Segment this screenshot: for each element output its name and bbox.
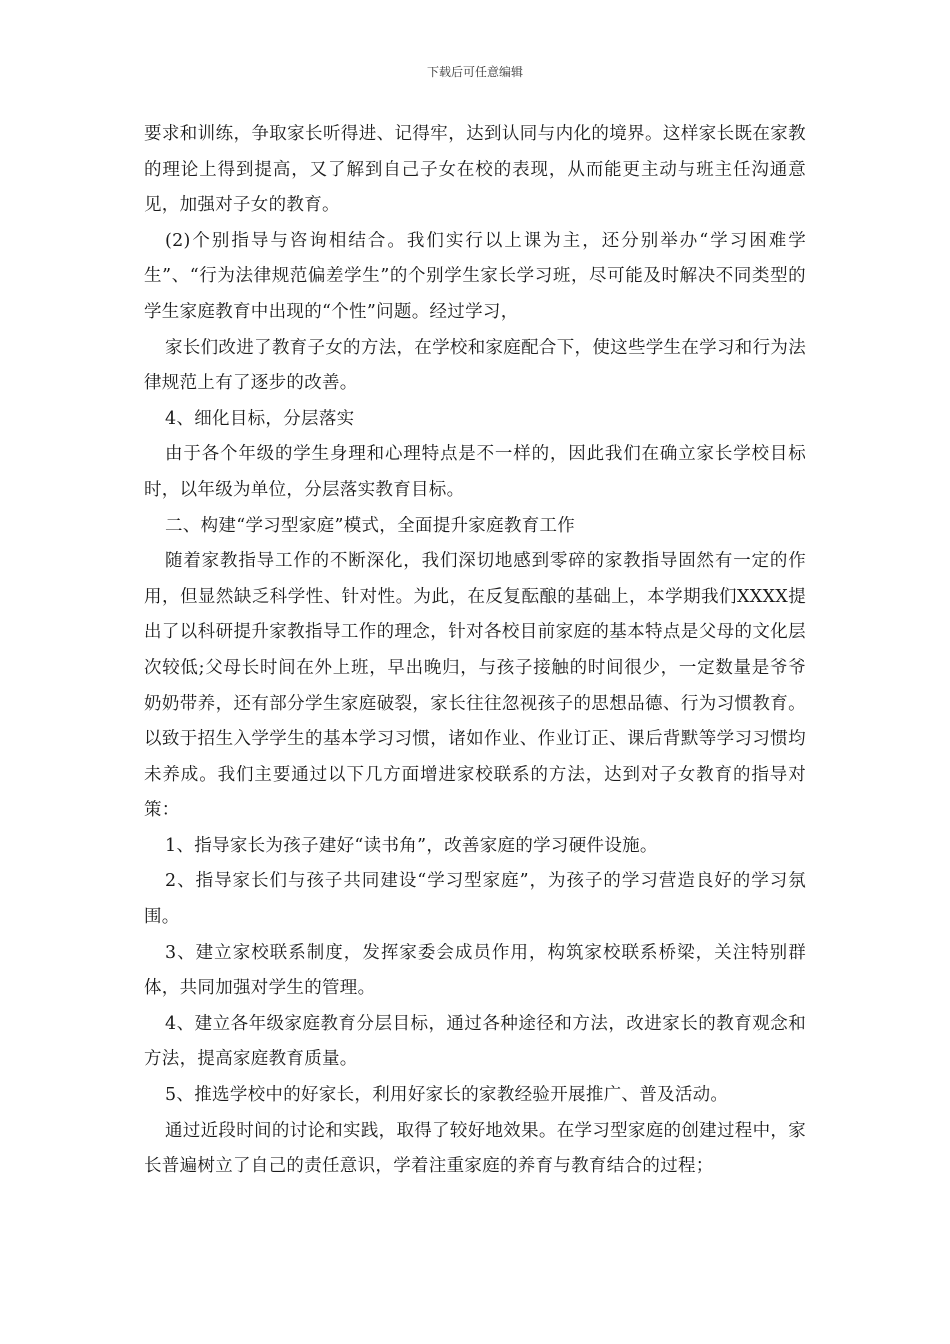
section-heading-4: 4、细化目标，分层落实 [165, 408, 355, 429]
paragraph-1: 要求和训练，争取家长听得进、记得牢，达到认同与内化的境界。这样家长既在家教的理论上得到提高，又了解到自己子女在校的表现，从而能更主动与班主任沟通意见，加强对子女的教育。 [144, 124, 806, 216]
page-header: 下载后可任意编辑 [426, 65, 523, 79]
paragraph-5: 由于各个年级的学生身理和心理特点是不一样的，因此我们在确立家长学校目标时，以年级为单位，分层落实教育目标。 [144, 444, 806, 500]
list-item-1: 1、指导家长为孩子建好“读书角”，改善家庭的学习硬件设施。 [165, 835, 658, 856]
paragraph-13: 通过近段时间的讨论和实践，取得了较好地效果。在学习型家庭的创建过程中，家长普遍树立了自己的责任意识，学着注重家庭的养育与教育结合的过程； [144, 1120, 806, 1177]
list-item-3: 3、建立家校联系制度，发挥家委会成员作用，构筑家校联系桥梁，关注特别群体，共同加强对学生的管理。 [144, 942, 806, 999]
list-item-2: 2、指导家长们与孩子共同建设“学习型家庭”，为孩子的学习营造良好的学习氛围。 [144, 871, 806, 928]
paragraph-3: 家长们改进了教育子女的方法，在学校和家庭配合下，使这些学生在学习和行为法律规范上有了逐步的改善。 [144, 337, 806, 394]
list-item-5: 5、推选学校中的好家长，利用好家长的家教经验开展推广、普及活动。 [165, 1085, 729, 1106]
document-body [144, 117, 806, 1185]
list-item-4: 4、建立各年级家庭教育分层目标，通过各种途径和方法，改进家长的教育观念和方法，提高家庭教育质量。 [144, 1013, 806, 1070]
section-heading-2: 二、构建“学习型家庭”模式，全面提升家庭教育工作 [165, 515, 576, 536]
paragraph-7: 随着家教指导工作的不断深化，我们深切地感到零碎的家教指导固然有一定的作用，但显然缺乏科学性、针对性。为此，在反复酝酿的基础上，本学期我们XXXX提出了以科研提升家教指导工作的理念，针对各校目前家庭的基本特点是父母的文化层次较低;父母长时间在外上班，早出晚归，与孩子接触的时间很少，一定数量是爷爷奶奶带养，还有部分学生家庭破裂，家长往往忽视孩子的思想品德、行为习惯教育。以致于招生入学学生的基本学习习惯，诸如作业、作业订正、课后背默等学习习惯均未养成。我们主要通过以下几方面增进家校联系的方法，达到对子女教育的指导对策： [144, 551, 806, 821]
paragraph-2: (2)个别指导与咨询相结合。我们实行以上课为主，还分别举办“学习困难学生”、“行为法律规范偏差学生”的个别学生家长学习班，尽可能及时解决不同类型的学生家庭教育中出现的“个性”问题。经过学习， [144, 230, 806, 322]
